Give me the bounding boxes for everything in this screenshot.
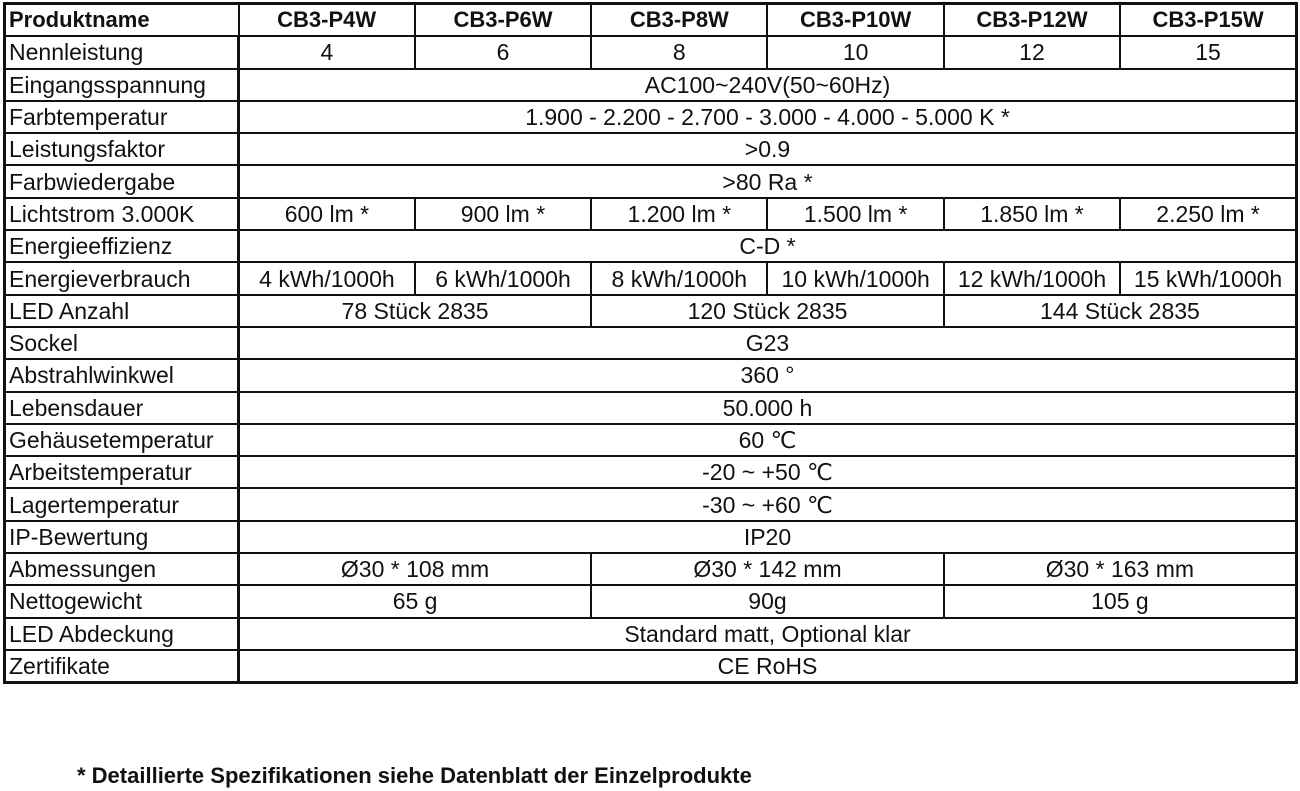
table-cell: 120 Stück 2835: [591, 295, 944, 327]
table-cell: Ø30 * 163 mm: [944, 553, 1297, 585]
row-label: Lagertemperatur: [5, 488, 239, 520]
table-cell: >80 Ra *: [239, 165, 1297, 197]
table-row: [5, 553, 1297, 585]
header-label: Produktname: [5, 4, 239, 37]
row-label: Zertifikate: [5, 650, 239, 683]
row-label: Lebensdauer: [5, 392, 239, 424]
row-label: Nennleistung: [5, 36, 239, 68]
table-cell: 1.900 - 2.200 - 2.700 - 3.000 - 4.000 - 5.000 K *: [239, 101, 1297, 133]
table-cell: 12: [944, 36, 1120, 68]
table-cell: C-D *: [239, 230, 1297, 262]
table-cell: 15 kWh/1000h: [1120, 262, 1296, 294]
table-cell: -30 ~ +60 ℃: [239, 488, 1297, 520]
table-cell: 144 Stück 2835: [944, 295, 1297, 327]
table-cell: Standard matt, Optional klar: [239, 618, 1297, 650]
table-cell: 8: [591, 36, 767, 68]
row-label: Eingangsspannung: [5, 69, 239, 101]
row-label: IP-Bewertung: [5, 521, 239, 553]
table-row: [5, 359, 1297, 391]
table-row: [5, 488, 1297, 520]
table-cell: G23: [239, 327, 1297, 359]
table-cell: 2.250 lm *: [1120, 198, 1296, 230]
model-header: CB3-P8W: [591, 4, 767, 37]
row-label: LED Abdeckung: [5, 618, 239, 650]
table-cell: 1.200 lm *: [591, 198, 767, 230]
row-label: Nettogewicht: [5, 585, 239, 617]
table-row: [5, 36, 1297, 68]
table-row: [5, 230, 1297, 262]
footnote: * Detaillierte Spezifikationen siehe Datenblatt der Einzelprodukte: [77, 763, 752, 788]
table-row: [5, 618, 1297, 650]
row-label: Energieverbrauch: [5, 262, 239, 294]
table-row: [5, 295, 1297, 327]
table-row: [5, 456, 1297, 488]
table-cell: AC100~240V(50~60Hz): [239, 69, 1297, 101]
table-cell: 6 kWh/1000h: [415, 262, 591, 294]
row-label: Lichtstrom 3.000K: [5, 198, 239, 230]
table-cell: 10 kWh/1000h: [767, 262, 943, 294]
table-row: [5, 521, 1297, 553]
table-cell: 360 °: [239, 359, 1297, 391]
row-label: Farbwiedergabe: [5, 165, 239, 197]
table-row: [5, 101, 1297, 133]
table-cell: 6: [415, 36, 591, 68]
table-cell: 900 lm *: [415, 198, 591, 230]
row-label: Sockel: [5, 327, 239, 359]
model-header: CB3-P6W: [415, 4, 591, 37]
table-cell: 10: [767, 36, 943, 68]
table-cell: 1.850 lm *: [944, 198, 1120, 230]
table-cell: >0.9: [239, 133, 1297, 165]
table-row: [5, 392, 1297, 424]
table-cell: 600 lm *: [239, 198, 415, 230]
table-row: [5, 424, 1297, 456]
table-cell: 90g: [591, 585, 944, 617]
table-cell: 60 ℃: [239, 424, 1297, 456]
model-header: CB3-P15W: [1120, 4, 1296, 37]
spec-table: [3, 2, 1298, 684]
model-header: CB3-P10W: [767, 4, 943, 37]
model-header: CB3-P4W: [239, 4, 415, 37]
table-cell: 50.000 h: [239, 392, 1297, 424]
table-cell: 1.500 lm *: [767, 198, 943, 230]
table-cell: Ø30 * 142 mm: [591, 553, 944, 585]
table-cell: Ø30 * 108 mm: [239, 553, 592, 585]
table-cell: 105 g: [944, 585, 1297, 617]
model-header: CB3-P12W: [944, 4, 1120, 37]
row-label: Gehäusetemperatur: [5, 424, 239, 456]
table-row: [5, 650, 1297, 683]
table-cell: 65 g: [239, 585, 592, 617]
table-row: [5, 165, 1297, 197]
table-cell: 8 kWh/1000h: [591, 262, 767, 294]
table-cell: -20 ~ +50 ℃: [239, 456, 1297, 488]
table-cell: IP20: [239, 521, 1297, 553]
row-label: Abmessungen: [5, 553, 239, 585]
table-cell: 4: [239, 36, 415, 68]
table-cell: 12 kWh/1000h: [944, 262, 1120, 294]
table-cell: 4 kWh/1000h: [239, 262, 415, 294]
table-row: [5, 69, 1297, 101]
table-row: [5, 198, 1297, 230]
row-label: Farbtemperatur: [5, 101, 239, 133]
table-row: [5, 133, 1297, 165]
row-label: Abstrahlwinkwel: [5, 359, 239, 391]
row-label: Arbeitstemperatur: [5, 456, 239, 488]
table-row: [5, 262, 1297, 294]
header-row: [5, 4, 1297, 37]
table-cell: CE RoHS: [239, 650, 1297, 683]
row-label: LED Anzahl: [5, 295, 239, 327]
table-row: [5, 327, 1297, 359]
row-label: Leistungsfaktor: [5, 133, 239, 165]
table-cell: 15: [1120, 36, 1296, 68]
table-row: [5, 585, 1297, 617]
table-cell: 78 Stück 2835: [239, 295, 592, 327]
row-label: Energieeffizienz: [5, 230, 239, 262]
